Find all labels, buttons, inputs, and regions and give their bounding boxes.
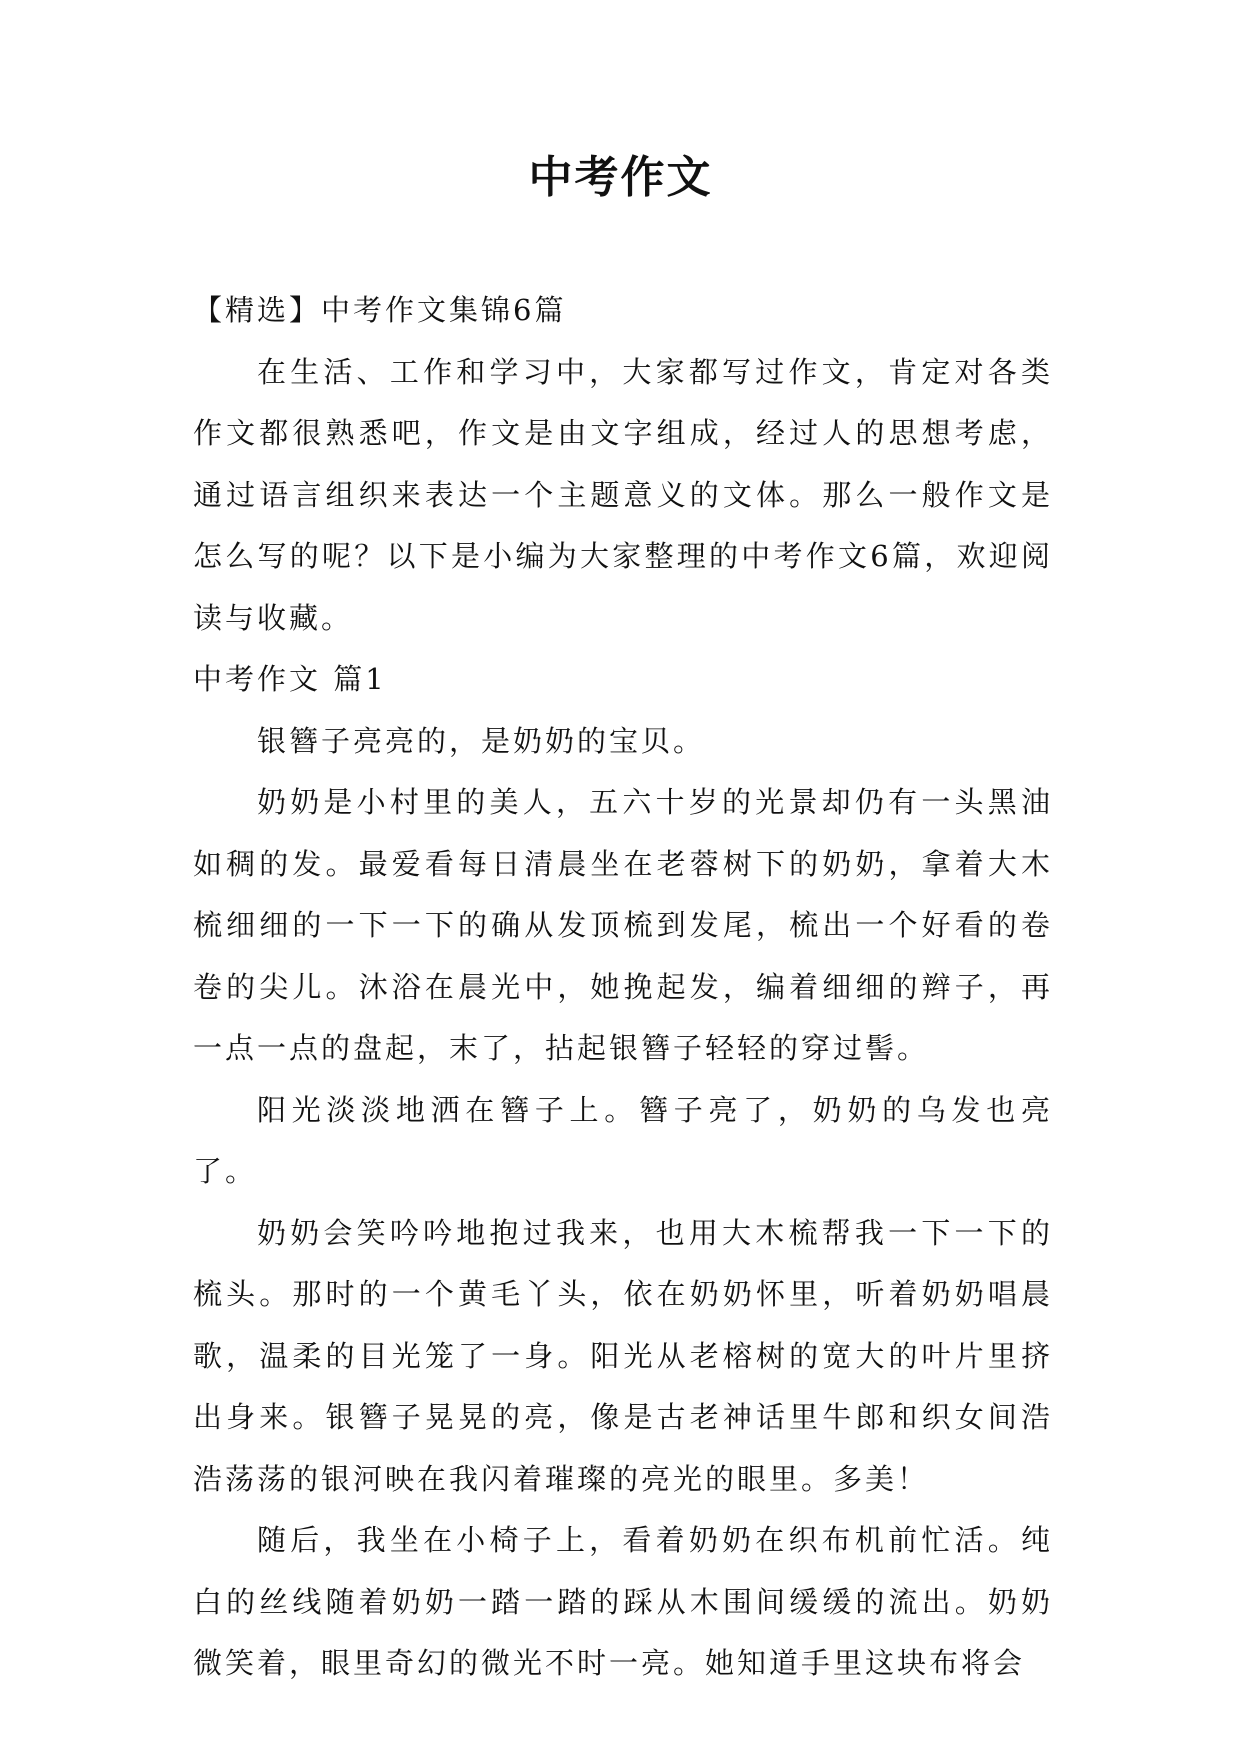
body-paragraph: 银簪子亮亮的，是奶奶的宝贝。: [257, 723, 706, 758]
document-body: [193, 280, 1053, 1695]
body-paragraph: 奶奶会笑吟吟地抱过我来，也用大木梳帮我一下一下的梳头。那时的一个黄毛丫头，依在奶奶怀里，听着奶奶唱晨歌，温柔的目光笼了一身。阳光从老榕树的宽大的叶片里挤出身来。银簪子晃晃的亮，像是古老神话里牛郎和织女间浩浩荡荡的银河映在我闪着璀璨的亮光的眼里。多美！: [193, 1215, 1053, 1496]
section-heading: 中考作文 篇1: [193, 662, 387, 696]
body-paragraph: 阳光淡淡地洒在簪子上。簪子亮了，奶奶的乌发也亮了。: [193, 1092, 1053, 1188]
body-paragraph: 奶奶是小村里的美人，五六十岁的光景却仍有一头黑油如稠的发。最爱看每日清晨坐在老蓉树下的奶奶，拿着大木梳细细的一下一下的确从发顶梳到发尾，梳出一个好看的卷卷的尖儿。沐浴在晨光中，她挽起发，编着细细的辫子，再一点一点的盘起，末了，拈起银簪子轻轻的穿过髻。: [193, 785, 1053, 1065]
intro-paragraph: 在生活、工作和学习中，大家都写过作文，肯定对各类作文都很熟悉吧，作文是由文字组成，经过人的思想考虑，通过语言组织来表达一个主题意义的文体。那么一般作文是怎么写的呢？以下是小编为大家整理的中考作文6篇，欢迎阅读与收藏。: [193, 354, 1053, 635]
document-title: 中考作文: [528, 152, 713, 203]
intro-heading: 【精选】中考作文集锦6篇: [193, 293, 567, 327]
body-paragraph: 随后，我坐在小椅子上，看着奶奶在织布机前忙活。纯白的丝线随着奶奶一踏一踏的踩从木围间缓缓的流出。奶奶微笑着，眼里奇幻的微光不时一亮。她知道手里这块布将会: [193, 1523, 1053, 1680]
